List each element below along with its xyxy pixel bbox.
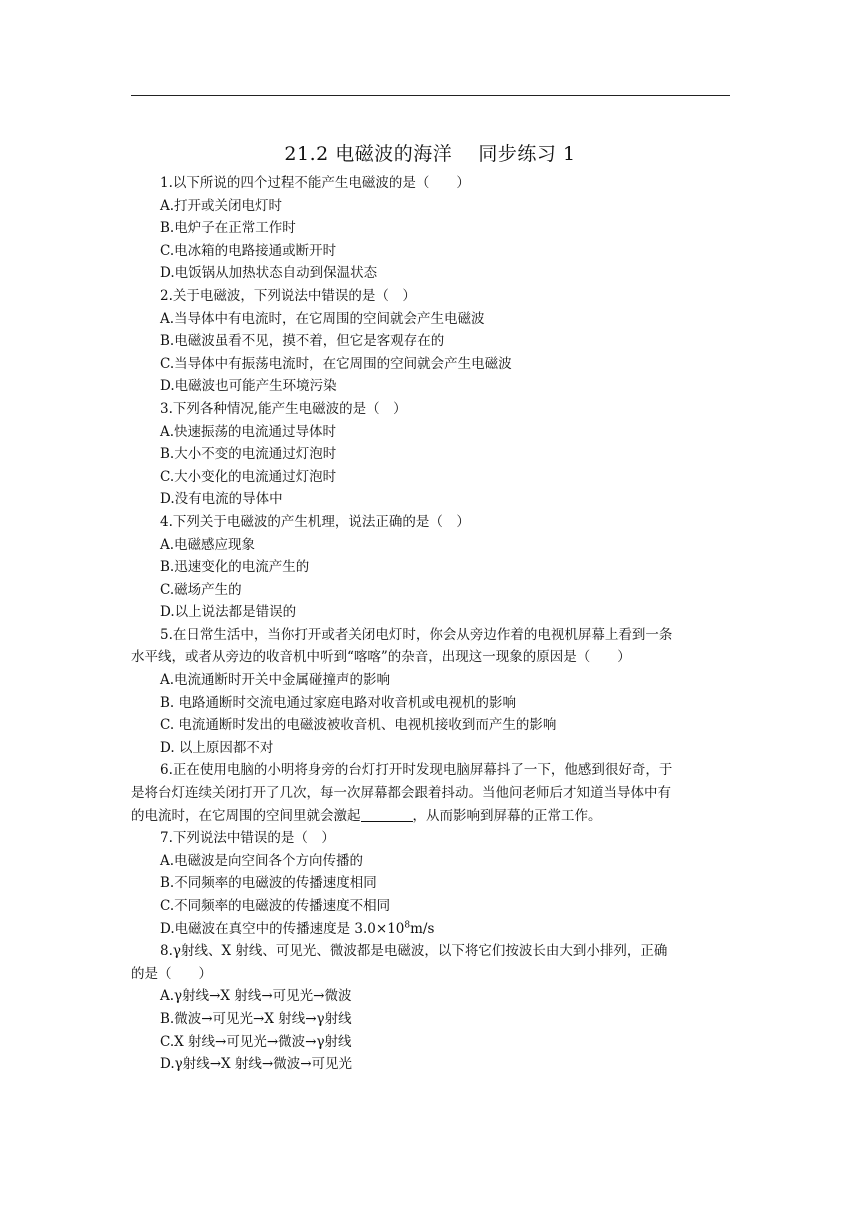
question-6-stem-line-1: 6.正在使用电脑的小明将身旁的台灯打开时发现电脑屏幕抖了一下，他感到很好奇，于 <box>160 762 673 779</box>
question-7-option-d <box>160 918 735 941</box>
question-4-option-d: D.以上说法都是错误的 <box>160 604 297 621</box>
question-1-option-b: B.电炉子在正常工作时 <box>160 220 296 237</box>
question-3-option-c: C.大小变化的电流通过灯泡时 <box>160 468 337 485</box>
question-4-option-b: B.迅速变化的电流产生的 <box>160 559 310 576</box>
question-8-option-a: A.γ射线→X 射线→可见光→微波 <box>160 988 352 1005</box>
question-3-option-a: A.快速振荡的电流通过导体时 <box>160 423 337 440</box>
question-5-stem-line-2: 水平线，或者从旁边的收音机中听到“喀喀”的杂音，出现这一现象的原因是（ ） <box>131 649 631 666</box>
question-2-option-b: B.电磁波虽看不见，摸不着，但它是客观存在的 <box>160 333 445 350</box>
question-6-stem-line-3 <box>131 805 731 828</box>
question-4-option-a: A.电磁感应现象 <box>160 536 256 553</box>
question-8-option-c: C.X 射线→可见光→微波→γ射线 <box>160 1033 352 1050</box>
question-list <box>131 172 735 1076</box>
question-1-option-d: D.电饭锅从加热状态自动到保温状态 <box>160 265 378 282</box>
question-8-stem-line-1: 8.γ射线、X 射线、可见光、微波都是电磁波，以下将它们按波长由大到小排列，正确 <box>160 943 668 960</box>
question-5-stem-line-1: 5.在日常生活中，当你打开或者关闭电灯时，你会从旁边作着的电视机屏幕上看到一条 <box>160 626 673 643</box>
question-5-option-d: D. 以上原因都不对 <box>160 739 274 756</box>
question-3-option-d: D.没有电流的导体中 <box>160 491 283 508</box>
header-rule <box>131 95 730 96</box>
question-5-option-b: B. 电路通断时交流电通过家庭电路对收音机或电视机的影响 <box>160 694 517 711</box>
question-6-text-before-blank: 的电流时，在它周围的空间里就会激起 <box>131 807 361 824</box>
question-3-option-b: B.大小不变的电流通过灯泡时 <box>160 446 337 463</box>
question-5-option-c: C. 电流通断时发出的电磁波被收音机、电视机接收到而产生的影响 <box>160 717 557 734</box>
question-5-option-a: A.电流通断时开关中金属碰撞声的影响 <box>160 672 391 689</box>
question-3-stem: 3.下列各种情况,能产生电磁波的是（ ） <box>160 400 407 417</box>
question-2-option-d: D.电磁波也可能产生环境污染 <box>160 378 337 395</box>
question-8-option-d: D.γ射线→X 射线→微波→可见光 <box>160 1056 353 1073</box>
question-4-option-c: C.磁场产生的 <box>160 581 242 598</box>
question-7-option-c: C.不同频率的电磁波的传播速度不相同 <box>160 898 391 914</box>
question-7-option-d-unit: m/s <box>410 920 435 937</box>
question-8-option-b: B.微波→可见光→X 射线→γ射线 <box>160 1010 352 1027</box>
question-6-stem-line-2: 是将台灯连续关闭打开了几次，每一次屏幕都会跟着抖动。当他问老师后才知道当导体中有 <box>131 785 671 802</box>
question-7-option-d-text: D.电磁波在真空中的传播速度是 3.0×10 <box>160 920 405 937</box>
question-1-stem: 1.以下所说的四个过程不能产生电磁波的是（ ） <box>160 175 470 191</box>
question-2-option-a: A.当导体中有电流时，在它周围的空间就会产生电磁波 <box>160 310 485 327</box>
page-title: 21.2 电磁波的海洋 同步练习 1 <box>284 143 576 165</box>
question-2-option-c: C.当导体中有振荡电流时，在它周围的空间就会产生电磁波 <box>160 355 512 372</box>
question-7-option-b: B.不同频率的电磁波的传播速度相同 <box>160 875 377 892</box>
question-2-stem: 2.关于电磁波，下列说法中错误的是（ ） <box>160 287 416 304</box>
question-8-stem-line-2: 的是（ ） <box>131 965 212 982</box>
question-7-option-d-exponent: 8 <box>404 920 411 931</box>
question-4-stem: 4.下列关于电磁波的产生机理，说法正确的是（ ） <box>160 513 470 530</box>
question-6-answer-blank <box>361 807 413 822</box>
question-7-stem: 7.下列说法中错误的是（ ） <box>160 830 335 847</box>
question-1-option-a: A.打开或关闭电灯时 <box>160 197 283 214</box>
question-7-option-a: A.电磁波是向空间各个方向传播的 <box>160 852 364 869</box>
question-6-text-after-blank: ，从而影响到屏幕的正常工作。 <box>412 807 602 824</box>
question-1-option-c: C.电冰箱的电路接通或断开时 <box>160 242 337 259</box>
